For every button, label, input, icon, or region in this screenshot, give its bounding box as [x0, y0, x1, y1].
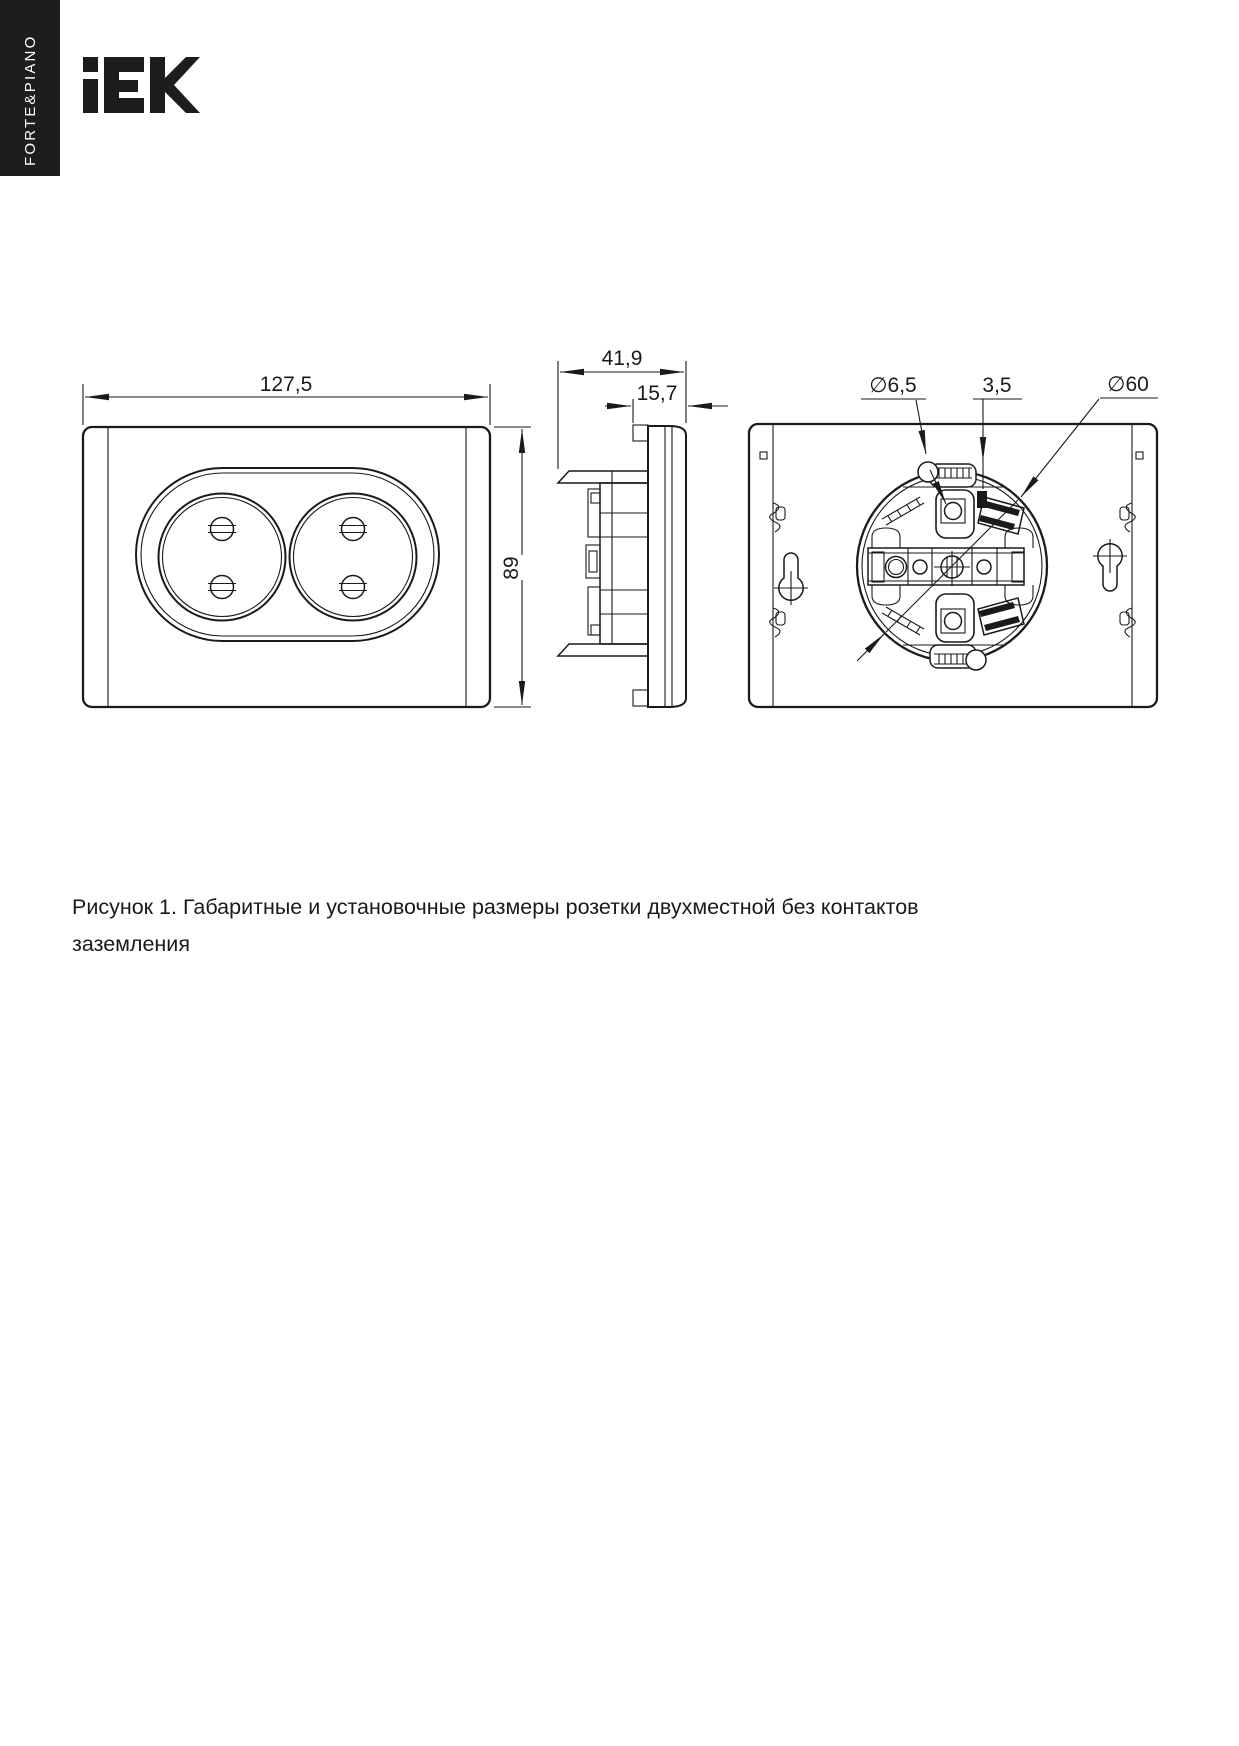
iek-logo: [83, 57, 200, 113]
figure-caption-line: заземления: [72, 932, 190, 956]
dim-label-box-dia: ∅60: [1107, 373, 1149, 396]
dim-label-side-front-depth: 15,7: [636, 382, 678, 405]
side-cover-plate: [648, 426, 686, 707]
claw-gap-slot: [977, 491, 987, 508]
dim-label-mount-hole: ∅6,5: [869, 374, 917, 397]
side-mechanism-body: [600, 483, 648, 644]
dim-label-front-width: 127,5: [259, 373, 313, 396]
figure-caption-line: Рисунок 1. Габаритные и установочные размеры розетки двухместной без контактов: [72, 895, 919, 919]
side-bottom-flange: [558, 644, 648, 656]
side-top-flange: [558, 471, 648, 483]
logo-i-stem: [83, 79, 98, 113]
dim-label-front-height: 89: [500, 556, 523, 580]
side-view: [558, 425, 686, 707]
mount-hole-bottom: [966, 650, 986, 670]
logo-k: [150, 57, 200, 113]
dim-front-height: [494, 427, 531, 707]
logo-i-dot: [83, 57, 98, 72]
front-view: [83, 427, 490, 707]
terminal-strip: [868, 548, 1024, 586]
dim-front-width: [83, 373, 490, 425]
figure-caption: [72, 889, 919, 963]
dim-label-side-depth: 41,9: [601, 347, 643, 370]
dim-label-claw-size: 3,5: [982, 374, 1012, 397]
logo-e: [104, 57, 144, 113]
series-label: FORTE&PIANO: [22, 34, 39, 166]
mount-hole-top: [918, 462, 938, 482]
dim-side-front-depth: [605, 382, 728, 423]
